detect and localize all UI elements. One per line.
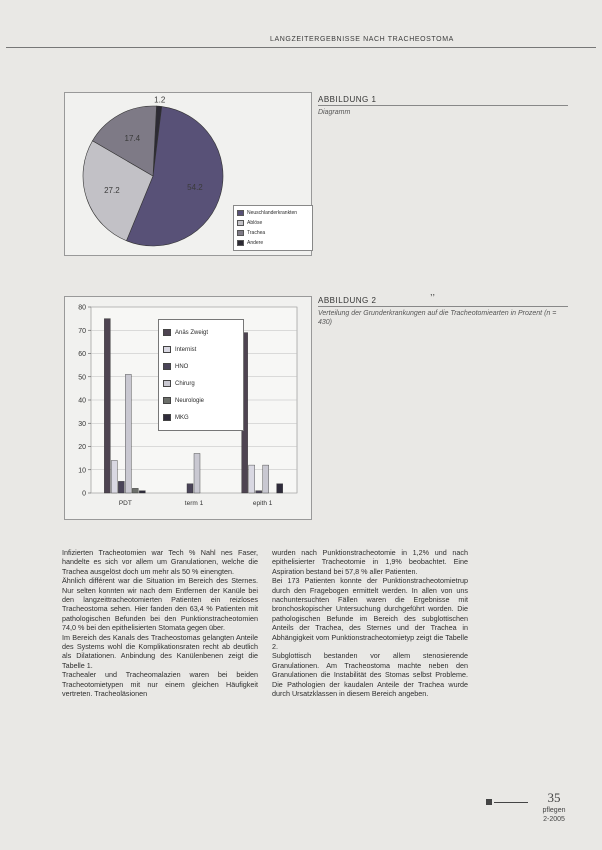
y-tick-label: 40 [78, 397, 86, 405]
bar [263, 465, 269, 493]
pie-legend-entry [237, 238, 309, 248]
pie-data-label: 27.2 [104, 185, 120, 195]
bar-legend-entry [163, 375, 239, 392]
bar-chart-figure [64, 296, 312, 520]
pie-data-label: 17.4 [124, 133, 141, 143]
pie-chart-figure [64, 92, 312, 256]
body-paragraph: Im Bereich des Kanals des Tracheostomas gelangten Anteile des Systems wohl die Komplikationsraten recht ab deutlich als Dilatationen. Anbindung des Kanülenbenen zeigt die Tabelle 1. [62, 632, 258, 670]
legend-swatch [163, 397, 171, 404]
bar [118, 481, 124, 493]
bar [194, 453, 200, 493]
x-tick-label: term 1 [184, 500, 204, 507]
folio-rule [494, 802, 528, 803]
legend-swatch [237, 240, 244, 246]
pie-data-label: 54.2 [187, 183, 203, 193]
legend-label: Andere [247, 240, 264, 246]
pie-legend-entry [237, 218, 309, 228]
bar-legend-entry [163, 324, 239, 341]
legend-label: Anäs Zweigt [175, 329, 209, 336]
folio [530, 790, 578, 824]
legend-label: Trachea [247, 230, 266, 236]
bar-legend-entry [163, 341, 239, 358]
y-tick-label: 50 [78, 374, 86, 382]
body-column-left [62, 548, 258, 699]
bar [104, 319, 110, 493]
legend-swatch [237, 220, 244, 226]
legend-swatch [163, 380, 171, 387]
bar-legend-entry [163, 409, 239, 426]
bar [187, 484, 193, 493]
bar [256, 491, 262, 493]
bar-legend-entry [163, 358, 239, 375]
figure1-caption-rule [318, 105, 568, 106]
figure2-caption [318, 296, 568, 327]
legend-swatch [163, 346, 171, 353]
figure1-caption [318, 95, 568, 117]
body-column-right [272, 548, 468, 699]
y-tick-label: 30 [78, 420, 86, 428]
figure2-caption-rule [318, 306, 568, 307]
body-paragraph: Subglottisch bestanden vor allem stenosierende Granulationen. Am Tracheostoma machte neben den Granulationen die Instabilität des Stomas selbst Probleme. Die Pathologien der kaudalen Anteile der Trachea wurde durch Ursatzklassen in diesem Bereich angeben. [272, 651, 468, 699]
legend-label: MKG [175, 414, 189, 421]
bar [139, 491, 145, 493]
legend-label: Chirurg [175, 380, 195, 387]
legend-swatch [237, 210, 244, 216]
y-tick-label: 80 [78, 304, 86, 312]
bar [125, 374, 131, 493]
x-tick-label: PDT [118, 500, 132, 507]
bar [111, 460, 117, 493]
y-tick-label: 60 [78, 351, 86, 358]
pie-legend-entry [237, 228, 309, 238]
pie-legend [233, 205, 313, 251]
y-tick-label: 70 [78, 327, 86, 335]
header-rule [6, 47, 596, 48]
legend-swatch [237, 230, 244, 236]
folio-marker [486, 799, 492, 805]
legend-label: Neuschlanderkrankten [247, 210, 298, 216]
legend-swatch [163, 363, 171, 370]
bar-legend-entry [163, 392, 239, 409]
body-paragraph: Trachealer und Tracheomalazien waren bei beiden Tracheotomietypen mit nur einem gleichen Häufigkeit vertreten. Tracheoläsionen [62, 670, 258, 699]
page-number: 35 [547, 790, 561, 805]
y-tick-label: 0 [82, 490, 86, 498]
body-paragraph: Infizierten Tracheotomien war Tech % Nahl nes Faser, handelte es sich vor allem um Granulationen, welche die Trachea ausgelöst doch um mehr als 50 % einengten. [62, 548, 258, 576]
x-tick-label: epith 1 [252, 500, 273, 507]
body-paragraph: wurden nach Punktionstracheotomie in 1,2% und nach epithelisierter Tracheotomie in 1,9% beobachtet. Eine Aspiration bestand bei 57,8 % aller Patienten. [272, 548, 468, 576]
journal-issue: 2-2005 [543, 816, 565, 823]
body-paragraph: Ähnlich différent war die Situation im Bereich des Sternes. Nur selten konnten wir nach dem Entfernen der Kanüle bei den langzeittracheotomierten Patienten ein reizloses Tracheostoma sehen. Hier fanden den 63,4 % Patienten mit pathologischen Befunden bei den Punktionstracheotomien 74,0 % bei den epithelisierten Stomata gegen über. [62, 576, 258, 633]
legend-swatch [163, 329, 171, 336]
bar [132, 488, 138, 493]
pie-data-label: 1.2 [154, 95, 166, 105]
y-tick-label: 10 [78, 467, 86, 475]
legend-label: Ablöse [247, 220, 263, 226]
body-paragraph: Bei 173 Patienten konnte der Punktionstracheotomietrup durch den Fragebogen ermittelt werden. In allen von uns nachuntersuchten Fällen waren die Ergebnisse mit bronchoskopischer Untersuchung durchgeführt worden. Die pathologischen Befunde im Bereich des subglottischen Anteils der Trachea, des Sternes und der Trachea in Abhängigkeit vom Punktionstracheotomietyp zeigt die Tabelle 2. [272, 576, 468, 652]
figure1-caption-title: ABBILDUNG 1 [318, 95, 377, 104]
pie-legend-entry [237, 208, 309, 218]
legend-swatch [163, 414, 171, 421]
journal-name: pflegen [542, 807, 566, 814]
running-header: LANGZEITERGEBNISSE NACH TRACHEOSTOMA [270, 36, 454, 43]
bar-legend [158, 319, 244, 431]
legend-label: Internist [175, 346, 197, 353]
figure1-caption-text: Diagramm [318, 109, 351, 116]
figure2-caption-title: ABBILDUNG 2 [318, 296, 377, 305]
bar [277, 484, 283, 493]
print-speck: ,, [430, 287, 436, 297]
legend-label: Neurologie [175, 397, 205, 404]
y-tick-label: 20 [78, 444, 86, 451]
figure2-caption-text: Verteilung der Grunderkrankungen auf die Tracheotomiearten in Prozent (n = 430) [318, 310, 557, 326]
bar [249, 465, 255, 493]
legend-label: HNO [175, 363, 189, 370]
